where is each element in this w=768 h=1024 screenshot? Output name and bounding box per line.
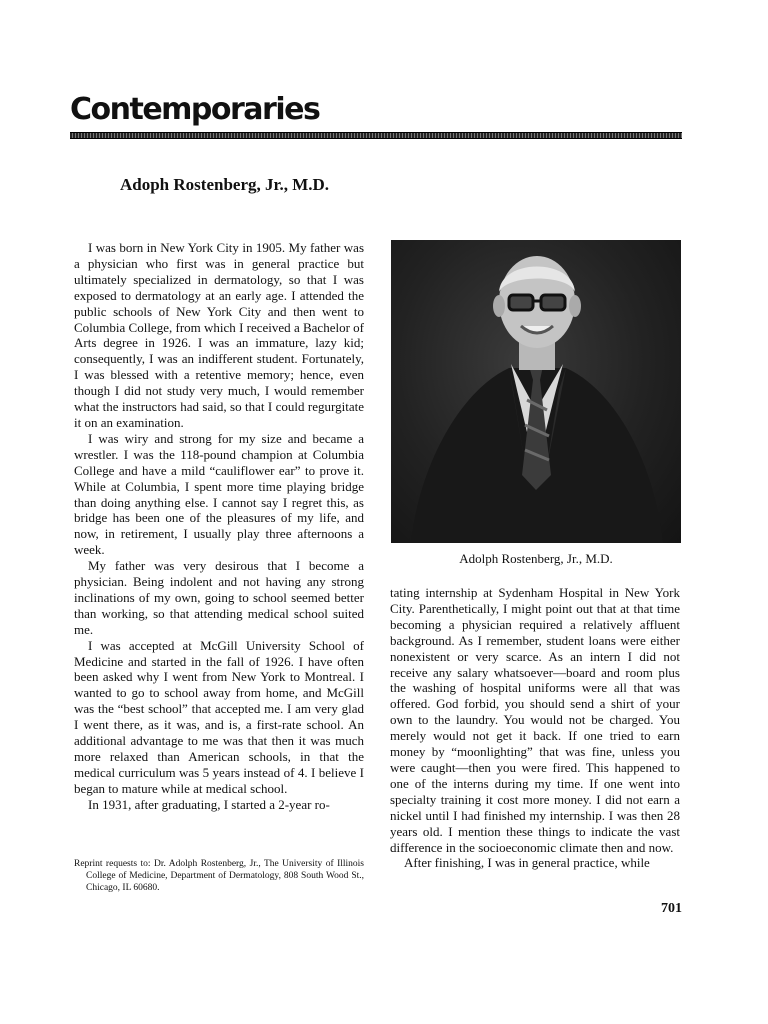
- section-title: Contemporaries: [70, 92, 320, 127]
- paragraph: tating internship at Sydenham Hospital in New York City. Parenthetically, I might point out that at that time becoming a physician required a relatively affluent background. As I remember, student loans were either nonexistent or very scarce. As an intern I did not receive any salary whatsoever—board and room plus the washing of hospital uniforms were all that was offered. God forbid, you should send a shirt of your own to the laundry. You would not be charged. You merely would not get it back. If one tried to earn money by “moonlighting” that was fine, unless you were caught—then you were fired. This happened to one of the interns during my time. If one went into specialty training it cost more money. I did not earn a nickel until I had finished my internship. I was then 28 years old. I mention these things to indicate the vast difference in the socioeconomic climate then and now.: [390, 585, 680, 855]
- author-photo: [391, 240, 681, 543]
- page-number: 701: [661, 901, 682, 916]
- author-heading: Adoph Rostenberg, Jr., M.D.: [120, 175, 330, 194]
- paragraph: After finishing, I was in general practice, while: [404, 855, 650, 871]
- photo-caption: Adolph Rostenberg, Jr., M.D.: [459, 551, 613, 566]
- header-rule: [70, 132, 682, 139]
- paragraph: I was accepted at McGill University School of Medicine and started in the fall of 1926. I have often been asked why I went from New York to Montreal. I wanted to go to school away from home, and McGill was the “best school” that accepted me. I am very glad I went there, as it was, and is, a first-rate school. An additional advantage to me was that then it was much more relaxed than American schools, in that the medical curriculum was 5 years instead of 4. I believe I began to mature while at medical school.: [74, 637, 364, 796]
- footnote-text: Reprint requests to: Dr. Adolph Rostenberg, Jr., The University of Illinois College of Medicine, Department of Dermatology, 808 South Wood St., Chicago, IL 60680.: [74, 859, 364, 893]
- portrait-image: [391, 240, 681, 543]
- paragraph: I was wiry and strong for my size and became a wrestler. I was the 118-pound champion at Columbia College and have a mild “cauliflower ear” to prove it. While at Columbia, I spent more time playing bridge than doing anything else. I cannot say I regret this, as bridge has been one of the pleasures of my life, and now, in retirement, I usually play three afternoons a week.: [74, 430, 364, 558]
- reprint-footnote: [74, 858, 364, 894]
- left-column: [74, 240, 364, 813]
- paragraph: In 1931, after graduating, I started a 2-year ro-: [88, 796, 330, 812]
- right-column: [390, 585, 680, 871]
- paragraph: My father was very desirous that I become a physician. Being indolent and not having any strong inclinations of my own, going to school seemed better than working, so that attending medical school suited me.: [74, 558, 364, 637]
- paragraph: I was born in New York City in 1905. My father was a physician who first was in general practice but ultimately specialized in dermatology, so that I was exposed to dermatology at an early age. I attended the public schools of New York City and then went to Columbia College, from which I received a Bachelor of Arts degree in 1926. I was an immature, lazy kid; consequently, I was an indifferent student. Fortunately, I was blessed with a retentive memory; hence, even though I did not study very much, I would remember what the instructors had said, so that I could regurgitate it on an examination.: [74, 240, 364, 430]
